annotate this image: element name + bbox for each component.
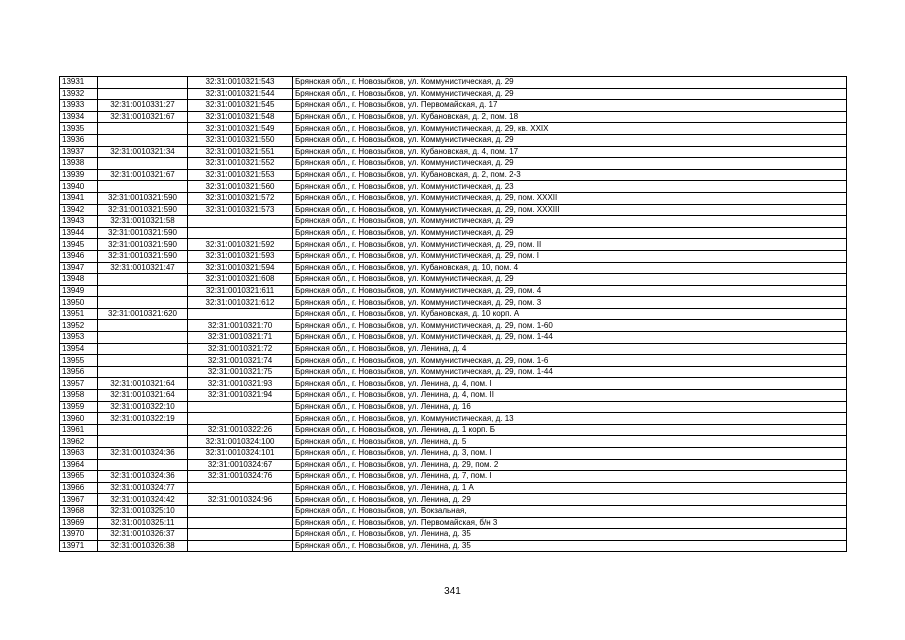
cadastral-number-a-cell: 32:31:0010321:67: [98, 169, 188, 181]
cadastral-number-a-cell: [98, 77, 188, 89]
cadastral-number-a-cell: 32:31:0010324:42: [98, 494, 188, 506]
cadastral-number-a-cell: 32:31:0010321:590: [98, 192, 188, 204]
cadastral-number-b-cell: 32:31:0010321:608: [188, 274, 293, 286]
cadastral-number-b-cell: [188, 517, 293, 529]
address-cell: Брянская обл., г. Новозыбков, ул. Ленина, д. 35: [293, 540, 847, 552]
cadastral-number-a-cell: 32:31:0010322:19: [98, 413, 188, 425]
cadastral-number-a-cell: 32:31:0010321:590: [98, 227, 188, 239]
cadastral-number-b-cell: [188, 413, 293, 425]
row-number-cell: 13939: [60, 169, 98, 181]
address-cell: Брянская обл., г. Новозыбков, ул. Ленина, д. 1 А: [293, 482, 847, 494]
cadastral-number-a-cell: 32:31:0010325:10: [98, 505, 188, 517]
cadastral-number-b-cell: 32:31:0010321:611: [188, 285, 293, 297]
address-cell: Брянская обл., г. Новозыбков, ул. Коммунистическая, д. 29, пом. 1-44: [293, 366, 847, 378]
row-number-cell: 13941: [60, 192, 98, 204]
table-row: [60, 134, 847, 146]
cadastral-number-a-cell: [98, 181, 188, 193]
table-row: [60, 146, 847, 158]
row-number-cell: 13945: [60, 239, 98, 251]
table-row: [60, 308, 847, 320]
cadastral-number-a-cell: 32:31:0010326:38: [98, 540, 188, 552]
address-cell: Брянская обл., г. Новозыбков, ул. Коммунистическая, д. 29: [293, 274, 847, 286]
row-number-cell: 13966: [60, 482, 98, 494]
row-number-cell: 13957: [60, 378, 98, 390]
row-number-cell: 13946: [60, 250, 98, 262]
row-number-cell: 13964: [60, 459, 98, 471]
cadastral-number-a-cell: 32:31:0010322:10: [98, 401, 188, 413]
table-row: [60, 424, 847, 436]
cadastral-number-a-cell: 32:31:0010321:620: [98, 308, 188, 320]
row-number-cell: 13931: [60, 77, 98, 89]
table-row: [60, 181, 847, 193]
row-number-cell: 13938: [60, 158, 98, 170]
table-row: [60, 505, 847, 517]
row-number-cell: 13961: [60, 424, 98, 436]
address-cell: Брянская обл., г. Новозыбков, ул. Коммунистическая, д. 29, пом. XXXII: [293, 192, 847, 204]
cadastral-number-a-cell: 32:31:0010321:47: [98, 262, 188, 274]
row-number-cell: 13940: [60, 181, 98, 193]
cadastral-number-a-cell: [98, 134, 188, 146]
cadastral-number-b-cell: 32:31:0010324:67: [188, 459, 293, 471]
address-cell: Брянская обл., г. Новозыбков, ул. Коммунистическая, д. 23: [293, 181, 847, 193]
table-row: [60, 390, 847, 402]
row-number-cell: 13956: [60, 366, 98, 378]
address-cell: Брянская обл., г. Новозыбков, ул. Кубановская, д. 2, пом. 2-3: [293, 169, 847, 181]
cadastral-number-b-cell: [188, 505, 293, 517]
row-number-cell: 13948: [60, 274, 98, 286]
table-row: [60, 355, 847, 367]
cadastral-number-a-cell: [98, 274, 188, 286]
cadastral-number-a-cell: 32:31:0010321:58: [98, 216, 188, 228]
table-row: [60, 494, 847, 506]
cadastral-number-a-cell: [98, 320, 188, 332]
table-row: [60, 320, 847, 332]
row-number-cell: 13944: [60, 227, 98, 239]
table-row: [60, 111, 847, 123]
cadastral-number-a-cell: 32:31:0010321:34: [98, 146, 188, 158]
address-cell: Брянская обл., г. Новозыбков, ул. Коммунистическая, д. 29: [293, 158, 847, 170]
cadastral-number-b-cell: 32:31:0010321:560: [188, 181, 293, 193]
table-row: [60, 274, 847, 286]
cadastral-number-b-cell: [188, 401, 293, 413]
table-row: [60, 297, 847, 309]
cadastral-number-b-cell: 32:31:0010321:549: [188, 123, 293, 135]
table-row: [60, 471, 847, 483]
table-row: [60, 77, 847, 89]
table-row: [60, 285, 847, 297]
table-row: [60, 88, 847, 100]
row-number-cell: 13952: [60, 320, 98, 332]
cadastral-number-b-cell: [188, 216, 293, 228]
row-number-cell: 13934: [60, 111, 98, 123]
address-cell: Брянская обл., г. Новозыбков, ул. Коммунистическая, д. 13: [293, 413, 847, 425]
row-number-cell: 13962: [60, 436, 98, 448]
row-number-cell: 13955: [60, 355, 98, 367]
cadastral-number-a-cell: 32:31:0010325:11: [98, 517, 188, 529]
address-cell: Брянская обл., г. Новозыбков, ул. Первомайская, д. 17: [293, 100, 847, 112]
cadastral-number-a-cell: 32:31:0010324:77: [98, 482, 188, 494]
page-number: 341: [444, 586, 461, 597]
row-number-cell: 13953: [60, 332, 98, 344]
address-cell: Брянская обл., г. Новозыбков, ул. Коммунистическая, д. 29, пом. 3: [293, 297, 847, 309]
address-cell: Брянская обл., г. Новозыбков, ул. Коммунистическая, д. 29: [293, 227, 847, 239]
row-number-cell: 13959: [60, 401, 98, 413]
cadastral-number-a-cell: 32:31:0010321:590: [98, 239, 188, 251]
table-row: [60, 239, 847, 251]
address-cell: Брянская обл., г. Новозыбков, ул. Коммунистическая, д. 29: [293, 134, 847, 146]
cadastral-number-b-cell: 32:31:0010321:594: [188, 262, 293, 274]
cadastral-number-a-cell: [98, 424, 188, 436]
table-row: [60, 192, 847, 204]
cadastral-number-b-cell: 32:31:0010321:553: [188, 169, 293, 181]
address-cell: Брянская обл., г. Новозыбков, ул. Кубановская, д. 10, пом. 4: [293, 262, 847, 274]
cadastral-number-b-cell: 32:31:0010321:94: [188, 390, 293, 402]
cadastral-number-b-cell: 32:31:0010321:548: [188, 111, 293, 123]
address-cell: Брянская обл., г. Новозыбков, ул. Коммунистическая, д. 29: [293, 88, 847, 100]
cadastral-number-a-cell: [98, 436, 188, 448]
cadastral-number-b-cell: 32:31:0010321:74: [188, 355, 293, 367]
cadastral-number-a-cell: 32:31:0010321:64: [98, 378, 188, 390]
property-registry-sheet: [59, 76, 846, 552]
row-number-cell: 13935: [60, 123, 98, 135]
table-row: [60, 366, 847, 378]
table-row: [60, 378, 847, 390]
address-cell: Брянская обл., г. Новозыбков, ул. Кубановская, д. 10 корп. А: [293, 308, 847, 320]
cadastral-number-a-cell: [98, 123, 188, 135]
cadastral-number-b-cell: 32:31:0010321:75: [188, 366, 293, 378]
table-row: [60, 540, 847, 552]
cadastral-number-a-cell: 32:31:0010324:36: [98, 471, 188, 483]
table-row: [60, 529, 847, 541]
row-number-cell: 13963: [60, 448, 98, 460]
cadastral-number-b-cell: 32:31:0010324:101: [188, 448, 293, 460]
address-cell: Брянская обл., г. Новозыбков, ул. Коммунистическая, д. 29, пом. II: [293, 239, 847, 251]
table-row: [60, 459, 847, 471]
row-number-cell: 13970: [60, 529, 98, 541]
cadastral-number-b-cell: 32:31:0010321:592: [188, 239, 293, 251]
row-number-cell: 13954: [60, 343, 98, 355]
address-cell: Брянская обл., г. Новозыбков, ул. Коммунистическая, д. 29, пом. XXXIII: [293, 204, 847, 216]
table-row: [60, 482, 847, 494]
table-row: [60, 332, 847, 344]
address-cell: Брянская обл., г. Новозыбков, ул. Вокзальная,: [293, 505, 847, 517]
property-table-body: [60, 77, 847, 552]
cadastral-number-a-cell: [98, 343, 188, 355]
row-number-cell: 13943: [60, 216, 98, 228]
cadastral-number-b-cell: 32:31:0010321:551: [188, 146, 293, 158]
cadastral-number-b-cell: 32:31:0010321:70: [188, 320, 293, 332]
property-table: [59, 76, 847, 552]
address-cell: Брянская обл., г. Новозыбков, ул. Коммунистическая, д. 29, пом. I: [293, 250, 847, 262]
row-number-cell: 13950: [60, 297, 98, 309]
table-row: [60, 343, 847, 355]
row-number-cell: 13951: [60, 308, 98, 320]
cadastral-number-b-cell: 32:31:0010322:26: [188, 424, 293, 436]
cadastral-number-b-cell: [188, 227, 293, 239]
address-cell: Брянская обл., г. Новозыбков, ул. Ленина, д. 35: [293, 529, 847, 541]
row-number-cell: 13960: [60, 413, 98, 425]
address-cell: Брянская обл., г. Новозыбков, ул. Коммунистическая, д. 29: [293, 216, 847, 228]
row-number-cell: 13969: [60, 517, 98, 529]
cadastral-number-b-cell: [188, 308, 293, 320]
cadastral-number-b-cell: [188, 529, 293, 541]
cadastral-number-a-cell: [98, 297, 188, 309]
cadastral-number-b-cell: 32:31:0010321:72: [188, 343, 293, 355]
address-cell: Брянская обл., г. Новозыбков, ул. Коммунистическая, д. 29: [293, 77, 847, 89]
cadastral-number-b-cell: 32:31:0010324:76: [188, 471, 293, 483]
address-cell: Брянская обл., г. Новозыбков, ул. Ленина, д. 7, пом. I: [293, 471, 847, 483]
cadastral-number-a-cell: [98, 88, 188, 100]
row-number-cell: 13968: [60, 505, 98, 517]
address-cell: Брянская обл., г. Новозыбков, ул. Ленина, д. 16: [293, 401, 847, 413]
address-cell: Брянская обл., г. Новозыбков, ул. Ленина, д. 29: [293, 494, 847, 506]
row-number-cell: 13937: [60, 146, 98, 158]
cadastral-number-b-cell: [188, 540, 293, 552]
cadastral-number-b-cell: 32:31:0010321:93: [188, 378, 293, 390]
table-row: [60, 227, 847, 239]
cadastral-number-b-cell: 32:31:0010321:612: [188, 297, 293, 309]
cadastral-number-b-cell: 32:31:0010321:573: [188, 204, 293, 216]
table-row: [60, 250, 847, 262]
table-row: [60, 100, 847, 112]
table-row: [60, 262, 847, 274]
address-cell: Брянская обл., г. Новозыбков, ул. Первомайская, б/н 3: [293, 517, 847, 529]
row-number-cell: 13971: [60, 540, 98, 552]
cadastral-number-a-cell: [98, 158, 188, 170]
cadastral-number-a-cell: [98, 355, 188, 367]
table-row: [60, 401, 847, 413]
cadastral-number-a-cell: [98, 366, 188, 378]
row-number-cell: 13942: [60, 204, 98, 216]
row-number-cell: 13947: [60, 262, 98, 274]
address-cell: Брянская обл., г. Новозыбков, ул. Ленина, д. 3, пом. I: [293, 448, 847, 460]
cadastral-number-a-cell: 32:31:0010326:37: [98, 529, 188, 541]
cadastral-number-b-cell: [188, 482, 293, 494]
table-row: [60, 204, 847, 216]
cadastral-number-a-cell: [98, 285, 188, 297]
table-row: [60, 413, 847, 425]
address-cell: Брянская обл., г. Новозыбков, ул. Ленина, д. 4: [293, 343, 847, 355]
address-cell: Брянская обл., г. Новозыбков, ул. Ленина, д. 1 корп. Б: [293, 424, 847, 436]
row-number-cell: 13949: [60, 285, 98, 297]
cadastral-number-a-cell: [98, 332, 188, 344]
address-cell: Брянская обл., г. Новозыбков, ул. Ленина, д. 5: [293, 436, 847, 448]
address-cell: Брянская обл., г. Новозыбков, ул. Ленина, д. 29, пом. 2: [293, 459, 847, 471]
row-number-cell: 13936: [60, 134, 98, 146]
cadastral-number-b-cell: 32:31:0010321:572: [188, 192, 293, 204]
cadastral-number-a-cell: 32:31:0010331:27: [98, 100, 188, 112]
cadastral-number-b-cell: 32:31:0010321:71: [188, 332, 293, 344]
address-cell: Брянская обл., г. Новозыбков, ул. Ленина, д. 4, пом. I: [293, 378, 847, 390]
cadastral-number-a-cell: 32:31:0010321:67: [98, 111, 188, 123]
address-cell: Брянская обл., г. Новозыбков, ул. Коммунистическая, д. 29, кв. XXIX: [293, 123, 847, 135]
cadastral-number-a-cell: 32:31:0010321:64: [98, 390, 188, 402]
cadastral-number-b-cell: 32:31:0010324:96: [188, 494, 293, 506]
address-cell: Брянская обл., г. Новозыбков, ул. Коммунистическая, д. 29, пом. 1-6: [293, 355, 847, 367]
cadastral-number-a-cell: 32:31:0010321:590: [98, 250, 188, 262]
cadastral-number-a-cell: [98, 459, 188, 471]
cadastral-number-a-cell: 32:31:0010321:590: [98, 204, 188, 216]
cadastral-number-b-cell: 32:31:0010321:550: [188, 134, 293, 146]
cadastral-number-a-cell: 32:31:0010324:36: [98, 448, 188, 460]
address-cell: Брянская обл., г. Новозыбков, ул. Ленина, д. 4, пом. II: [293, 390, 847, 402]
table-row: [60, 169, 847, 181]
table-row: [60, 448, 847, 460]
row-number-cell: 13965: [60, 471, 98, 483]
row-number-cell: 13933: [60, 100, 98, 112]
cadastral-number-b-cell: 32:31:0010324:100: [188, 436, 293, 448]
table-row: [60, 216, 847, 228]
table-row: [60, 123, 847, 135]
table-row: [60, 158, 847, 170]
cadastral-number-b-cell: 32:31:0010321:543: [188, 77, 293, 89]
address-cell: Брянская обл., г. Новозыбков, ул. Кубановская, д. 2, пом. 18: [293, 111, 847, 123]
address-cell: Брянская обл., г. Новозыбков, ул. Кубановская, д. 4, пом. 17: [293, 146, 847, 158]
cadastral-number-b-cell: 32:31:0010321:544: [188, 88, 293, 100]
row-number-cell: 13967: [60, 494, 98, 506]
row-number-cell: 13932: [60, 88, 98, 100]
address-cell: Брянская обл., г. Новозыбков, ул. Коммунистическая, д. 29, пом. 1-60: [293, 320, 847, 332]
cadastral-number-b-cell: 32:31:0010321:545: [188, 100, 293, 112]
address-cell: Брянская обл., г. Новозыбков, ул. Коммунистическая, д. 29, пом. 1-44: [293, 332, 847, 344]
address-cell: Брянская обл., г. Новозыбков, ул. Коммунистическая, д. 29, пом. 4: [293, 285, 847, 297]
table-row: [60, 436, 847, 448]
table-row: [60, 517, 847, 529]
cadastral-number-b-cell: 32:31:0010321:552: [188, 158, 293, 170]
cadastral-number-b-cell: 32:31:0010321:593: [188, 250, 293, 262]
row-number-cell: 13958: [60, 390, 98, 402]
